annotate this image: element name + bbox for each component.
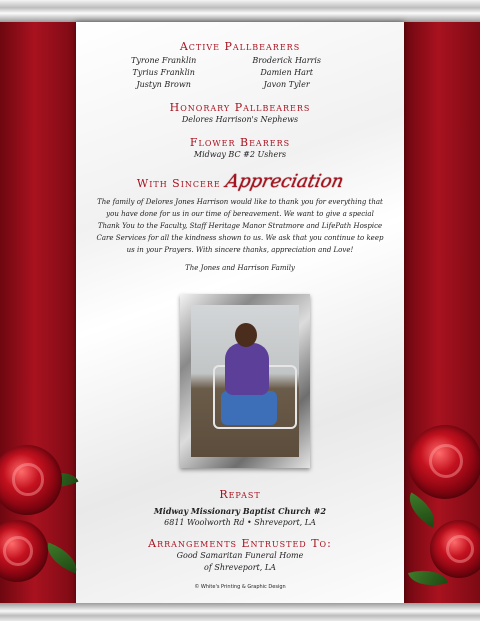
active-pallbearers-heading: Active Pallbearers [179,40,301,53]
pallbearers-left-column [131,55,196,91]
appreciation-body: The family of Delores Jones Harrison would like to thank you for everything that you have done for us in our time of bereavement. We want to give a special Thank You to the Faculty, Staff Heritage Manor Stratmore and LifePath Hospice Care Services for all the kindness shown to us. We ask that you continue to keep us in your Prayers. With sincere thanks, appreciation and Love! [96,198,384,254]
funeral-home-city: of Shreveport, LA [204,563,276,572]
flower-bearers-text: Midway BC #2 Ushers [193,150,287,159]
memorial-photo [191,305,299,457]
memorial-photo-frame [180,294,310,468]
person-body-shape [225,343,269,395]
active-pallbearers-list [76,55,404,91]
silver-top-border [0,0,480,22]
rose-icon [408,425,480,499]
program-content [76,22,404,274]
pallbearer-name: Javon Tyler [263,80,310,89]
person-head-shape [235,323,257,347]
repast-place: Midway Missionary Baptist Church #2 [153,506,327,516]
repast-heading: Repast [219,488,261,501]
honorary-pallbearers-heading: Honorary Pallbearers [169,101,311,114]
printer-credit: © White's Printing & Graphic Design [194,584,286,590]
pallbearer-name: Tyrius Franklin [132,68,195,77]
pallbearer-name: Broderick Harris [252,56,322,65]
flower-bearers-heading: Flower Bearers [189,136,291,149]
silver-bottom-border [0,603,480,621]
pallbearers-right-column [252,55,321,91]
left-red-border [0,22,76,603]
family-signature: The Jones and Harrison Family [185,264,295,272]
service-details [76,488,404,590]
honorary-pallbearers-text: Delores Harrison's Nephews [181,115,299,124]
appreciation-script: Appreciation [223,171,346,192]
right-red-border [404,22,480,603]
funeral-home-name: Good Samaritan Funeral Home [176,551,304,560]
person-legs-shape [221,391,277,425]
arrangements-heading: Arrangements Entrusted To: [148,537,332,550]
appreciation-prefix: With Sincere [136,177,221,190]
rose-icon [430,520,480,578]
pallbearer-name: Tyrone Franklin [130,56,197,65]
pallbearer-name: Justyn Brown [136,80,191,89]
pallbearer-name: Damien Hart [260,68,313,77]
repast-address: 6811 Woolworth Rd • Shreveport, LA [164,518,316,527]
appreciation-title [76,171,404,192]
